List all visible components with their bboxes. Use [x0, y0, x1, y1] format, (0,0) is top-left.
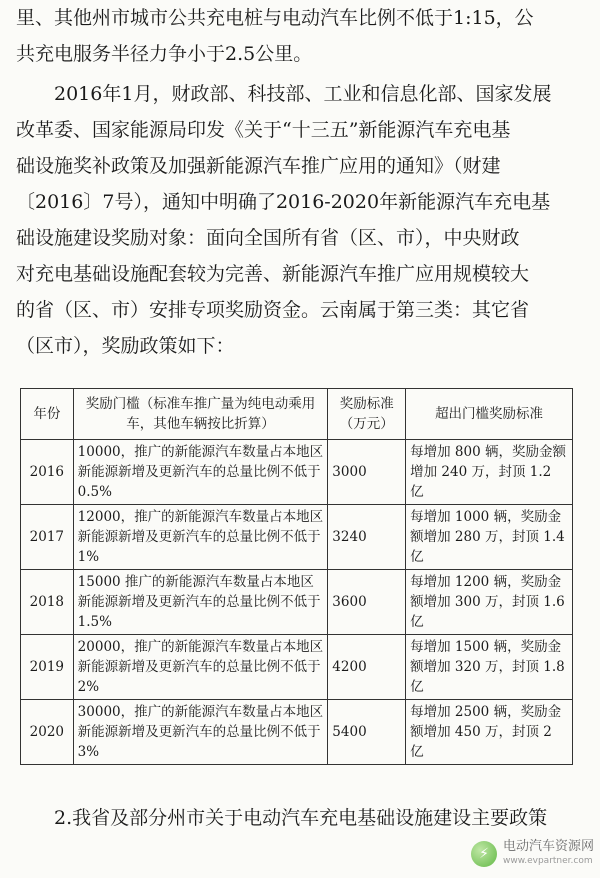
cell-year: 2018 — [21, 570, 74, 635]
table-row — [21, 505, 573, 570]
policy-line: 改革委、国家能源局印发《关于“十三五”新能源汽车充电基 — [16, 119, 511, 141]
policy-line: （区市），奖励政策如下： — [16, 335, 235, 357]
header-year: 年份 — [21, 389, 74, 440]
header-excess: 超出门槛奖励标准 — [406, 389, 573, 440]
cell-year: 2016 — [21, 440, 74, 505]
cell-threshold: 10000，推广的新能源汽车数量占本地区新能源新增及更新汽车的总量比例不低于 0.5% — [73, 440, 328, 505]
cell-amount: 4200 — [328, 635, 406, 700]
intro-line: 里、其他州市城市公共充电桩与电动汽车比例不低于1:15，公 — [16, 7, 534, 29]
cell-threshold: 30000，推广的新能源汽车数量占本地区新能源新增及更新汽车的总量比例不低于 3% — [73, 700, 328, 765]
policy-line: 对充电基础设施配套较为完善、新能源汽车推广应用规模较大 — [16, 263, 530, 285]
cell-threshold: 15000 推广的新能源汽车数量占本地区新能源新增及更新汽车的总量比例不低于 1.5% — [73, 570, 328, 635]
policy-line: 础设施奖补政策及加强新能源汽车推广应用的通知》（财建 — [16, 155, 501, 177]
cell-amount: 3240 — [328, 505, 406, 570]
table-row — [21, 570, 573, 635]
table-row — [21, 700, 573, 765]
policy-line: 〔2016〕7号），通知中明确了2016-2020年新能源汽车充电基 — [16, 191, 551, 213]
policy-paragraph — [16, 76, 588, 364]
cell-amount: 5400 — [328, 700, 406, 765]
cell-year: 2017 — [21, 505, 74, 570]
watermark — [471, 840, 594, 868]
cell-excess: 每增加 800 辆，奖励金额增加 240 万，封顶 1.2 亿 — [406, 440, 573, 505]
ev-plug-icon: ⚡ — [471, 841, 497, 867]
cell-amount: 3600 — [328, 570, 406, 635]
section-2-heading: 2.我省及部分州市关于电动汽车充电基础设施建设主要政策 — [54, 807, 548, 829]
cell-threshold: 20000，推广的新能源汽车数量占本地区新能源新增及更新汽车的总量比例不低于 2% — [73, 635, 328, 700]
cell-excess: 每增加 1000 辆，奖励金额增加 280 万，封顶 1.4 亿 — [406, 505, 573, 570]
cell-excess: 每增加 1500 辆，奖励金额增加 320 万，封顶 1.8 亿 — [406, 635, 573, 700]
cell-threshold: 12000，推广的新能源汽车数量占本地区新能源新增及更新汽车的总量比例不低于 1% — [73, 505, 328, 570]
intro-line: 共充电服务半径力争小于2.5公里。 — [16, 43, 313, 65]
watermark-url: www.evpartner.com — [502, 856, 593, 866]
cell-amount: 3000 — [328, 440, 406, 505]
cell-year: 2020 — [21, 700, 74, 765]
header-threshold: 奖励门槛（标准车推广量为纯电动乘用车，其他车辆按比折算） — [73, 389, 328, 440]
table-row — [21, 440, 573, 505]
policy-line: 的省（区、市）安排专项奖励资金。云南属于第三类：其它省 — [16, 299, 530, 321]
watermark-name: 电动汽车资源网 — [502, 839, 594, 854]
reward-policy-table — [20, 388, 573, 765]
table-row — [21, 635, 573, 700]
table-header-row — [21, 389, 573, 440]
header-amount: 奖励标准（万元） — [328, 389, 406, 440]
cell-year: 2019 — [21, 635, 74, 700]
cell-excess: 每增加 2500 辆，奖励金额增加 450 万，封顶 2 亿 — [406, 700, 573, 765]
cell-excess: 每增加 1200 辆，奖励金额增加 300 万，封顶 1.6 亿 — [406, 570, 573, 635]
policy-line: 础设施建设奖励对象：面向全国所有省（区、市），中央财政 — [16, 227, 520, 249]
policy-line: 2016年1月，财政部、科技部、工业和信息化部、国家发展 — [54, 83, 552, 105]
intro-paragraph — [16, 0, 588, 72]
